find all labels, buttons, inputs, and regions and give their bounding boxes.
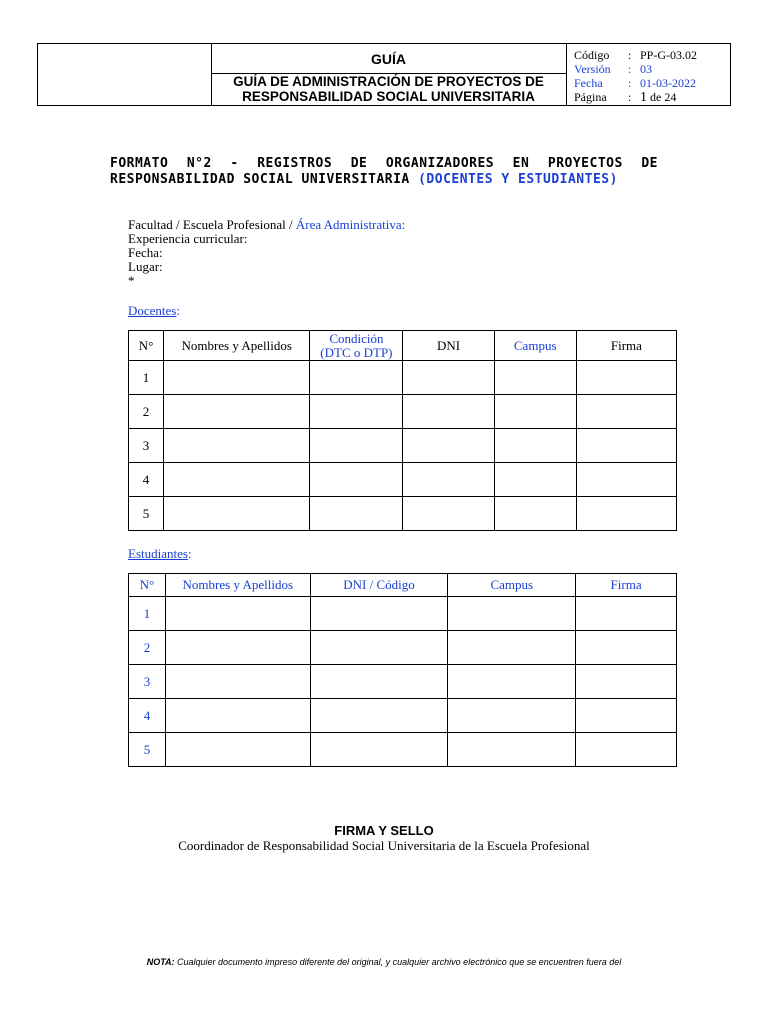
table-row bbox=[129, 733, 677, 767]
row-number: 5 bbox=[129, 497, 164, 531]
form-fields bbox=[128, 218, 405, 288]
cell-signature[interactable] bbox=[576, 463, 676, 497]
cell-dni[interactable] bbox=[403, 463, 494, 497]
cell-campus[interactable] bbox=[494, 361, 576, 395]
col-dni-code: DNI / Código bbox=[310, 574, 448, 597]
col-signature: Firma bbox=[576, 574, 677, 597]
cell-names[interactable] bbox=[164, 429, 310, 463]
col-signature: Firma bbox=[576, 331, 676, 361]
table-row bbox=[129, 631, 677, 665]
docentes-table bbox=[128, 330, 677, 531]
meta-version-key: Versión bbox=[574, 62, 611, 76]
table-row bbox=[129, 699, 677, 733]
footer-note bbox=[120, 956, 648, 969]
meta-date-value: 01-03-2022 bbox=[640, 76, 696, 90]
note-label: NOTA: bbox=[146, 957, 175, 967]
cell-names[interactable] bbox=[165, 733, 310, 767]
document-header bbox=[37, 43, 731, 106]
cell-names[interactable] bbox=[165, 631, 310, 665]
cell-campus[interactable] bbox=[448, 733, 576, 767]
table-row bbox=[129, 665, 677, 699]
cell-condition[interactable] bbox=[310, 497, 403, 531]
cell-names[interactable] bbox=[164, 463, 310, 497]
estudiantes-table bbox=[128, 573, 677, 767]
cell-campus[interactable] bbox=[448, 597, 576, 631]
cell-signature[interactable] bbox=[576, 733, 677, 767]
format-title-main: FORMATO N°2 - REGISTROS DE ORGANIZADORES EN PROYECTOS DE RESPONSABILIDAD SOCIAL UNIVERSITARIA bbox=[110, 156, 658, 187]
guide-title-text: GUÍA DE ADMINISTRACIÓN DE PROYECTOS DE RESPONSABILIDAD SOCIAL UNIVERSITARIA bbox=[233, 74, 544, 104]
docentes-heading bbox=[128, 302, 180, 320]
col-condition-line1: Condición bbox=[329, 330, 384, 346]
cell-dni-code[interactable] bbox=[310, 597, 448, 631]
col-condition bbox=[310, 331, 403, 361]
docentes-colon: : bbox=[176, 303, 180, 318]
cell-dni-code[interactable] bbox=[310, 665, 448, 699]
signature-subtitle: Coordinador de Responsabilidad Social Universitaria de la Escuela Profesional bbox=[178, 838, 590, 853]
estudiantes-colon: : bbox=[187, 546, 192, 561]
row-number: 2 bbox=[129, 631, 166, 665]
cell-dni-code[interactable] bbox=[310, 631, 448, 665]
meta-code: Código : PP-G-03.02 bbox=[574, 48, 730, 62]
table-row bbox=[129, 361, 677, 395]
col-campus: Campus bbox=[494, 331, 576, 361]
cell-names[interactable] bbox=[164, 395, 310, 429]
cell-signature[interactable] bbox=[576, 429, 676, 463]
estudiantes-heading bbox=[128, 545, 192, 563]
docentes-label: Docentes bbox=[128, 303, 177, 318]
meta-date-key: Fecha bbox=[574, 76, 603, 90]
cell-signature[interactable] bbox=[576, 395, 676, 429]
cell-condition[interactable] bbox=[310, 361, 403, 395]
asterisk-note: * bbox=[128, 273, 135, 288]
note-text: Cualquier documento impreso diferente del original, y cualquier archivo electrónico que se encuentren fuera del bbox=[174, 957, 622, 967]
row-number: 5 bbox=[129, 733, 166, 767]
cell-signature[interactable] bbox=[576, 631, 677, 665]
cell-dni[interactable] bbox=[403, 429, 494, 463]
cell-dni-code[interactable] bbox=[310, 733, 448, 767]
meta-page-number: 1 bbox=[640, 90, 647, 105]
meta-page-key: Página bbox=[574, 90, 607, 104]
row-number: 4 bbox=[129, 699, 166, 733]
col-number: N° bbox=[129, 331, 164, 361]
col-number: N° bbox=[129, 574, 166, 597]
table-row bbox=[129, 597, 677, 631]
faculty-field bbox=[128, 218, 405, 232]
meta-page: Página : 1 de 24 bbox=[574, 90, 677, 105]
format-title bbox=[110, 156, 658, 188]
cell-signature[interactable] bbox=[576, 597, 677, 631]
cell-names[interactable] bbox=[164, 361, 310, 395]
cell-campus[interactable] bbox=[448, 665, 576, 699]
row-number: 3 bbox=[129, 429, 164, 463]
title-cell bbox=[211, 44, 567, 105]
cell-campus[interactable] bbox=[448, 631, 576, 665]
cell-names[interactable] bbox=[165, 699, 310, 733]
table-row bbox=[129, 429, 677, 463]
meta-code-value: PP-G-03.02 bbox=[640, 48, 698, 62]
cell-signature[interactable] bbox=[576, 361, 676, 395]
meta-date: Fecha : 01-03-2022 bbox=[574, 76, 730, 90]
col-dni: DNI bbox=[403, 331, 494, 361]
experience-field: Experiencia curricular: bbox=[128, 231, 248, 246]
cell-signature[interactable] bbox=[576, 497, 676, 531]
row-number: 4 bbox=[129, 463, 164, 497]
cell-campus[interactable] bbox=[448, 699, 576, 733]
estudiantes-label: Estudiantes bbox=[128, 546, 188, 561]
table-row bbox=[129, 497, 677, 531]
meta-version: Versión : 03 bbox=[574, 62, 730, 76]
cell-condition[interactable] bbox=[310, 395, 403, 429]
date-field: Fecha: bbox=[128, 245, 163, 260]
cell-dni[interactable] bbox=[403, 395, 494, 429]
estudiantes-header-row bbox=[129, 574, 677, 597]
signature-title: FIRMA Y SELLO bbox=[334, 823, 434, 838]
faculty-label: Facultad / Escuela Profesional / bbox=[128, 217, 296, 232]
cell-dni-code[interactable] bbox=[310, 699, 448, 733]
doc-type: GUÍA bbox=[211, 44, 566, 74]
cell-names[interactable] bbox=[165, 597, 310, 631]
row-number: 3 bbox=[129, 665, 166, 699]
cell-signature[interactable] bbox=[576, 665, 677, 699]
logo-cell bbox=[38, 44, 212, 105]
row-number: 1 bbox=[129, 597, 166, 631]
meta-page-total: de 24 bbox=[650, 90, 677, 104]
cell-condition[interactable] bbox=[310, 429, 403, 463]
cell-names[interactable] bbox=[165, 665, 310, 699]
cell-signature[interactable] bbox=[576, 699, 677, 733]
cell-campus[interactable] bbox=[494, 497, 576, 531]
cell-campus[interactable] bbox=[494, 463, 576, 497]
cell-names[interactable] bbox=[164, 497, 310, 531]
table-row bbox=[129, 463, 677, 497]
docentes-header-row bbox=[129, 331, 677, 361]
meta-code-key: Código bbox=[574, 48, 610, 62]
guide-title bbox=[211, 74, 566, 105]
col-campus: Campus bbox=[448, 574, 576, 597]
cell-campus[interactable] bbox=[494, 395, 576, 429]
col-names: Nombres y Apellidos bbox=[165, 574, 310, 597]
table-row bbox=[129, 395, 677, 429]
area-label: Área Administrativa: bbox=[295, 217, 406, 232]
cell-condition[interactable] bbox=[310, 463, 403, 497]
doc-meta bbox=[574, 48, 730, 104]
cell-dni[interactable] bbox=[403, 497, 494, 531]
row-number: 1 bbox=[129, 361, 164, 395]
cell-dni[interactable] bbox=[403, 361, 494, 395]
cell-campus[interactable] bbox=[494, 429, 576, 463]
place-field: Lugar: bbox=[128, 259, 163, 274]
meta-version-value: 03 bbox=[640, 62, 652, 76]
format-title-highlight: (DOCENTES Y ESTUDIANTES) bbox=[418, 172, 618, 187]
col-condition-line2: (DTC o DTP) bbox=[320, 344, 393, 360]
row-number: 2 bbox=[129, 395, 164, 429]
col-names: Nombres y Apellidos bbox=[164, 331, 310, 361]
